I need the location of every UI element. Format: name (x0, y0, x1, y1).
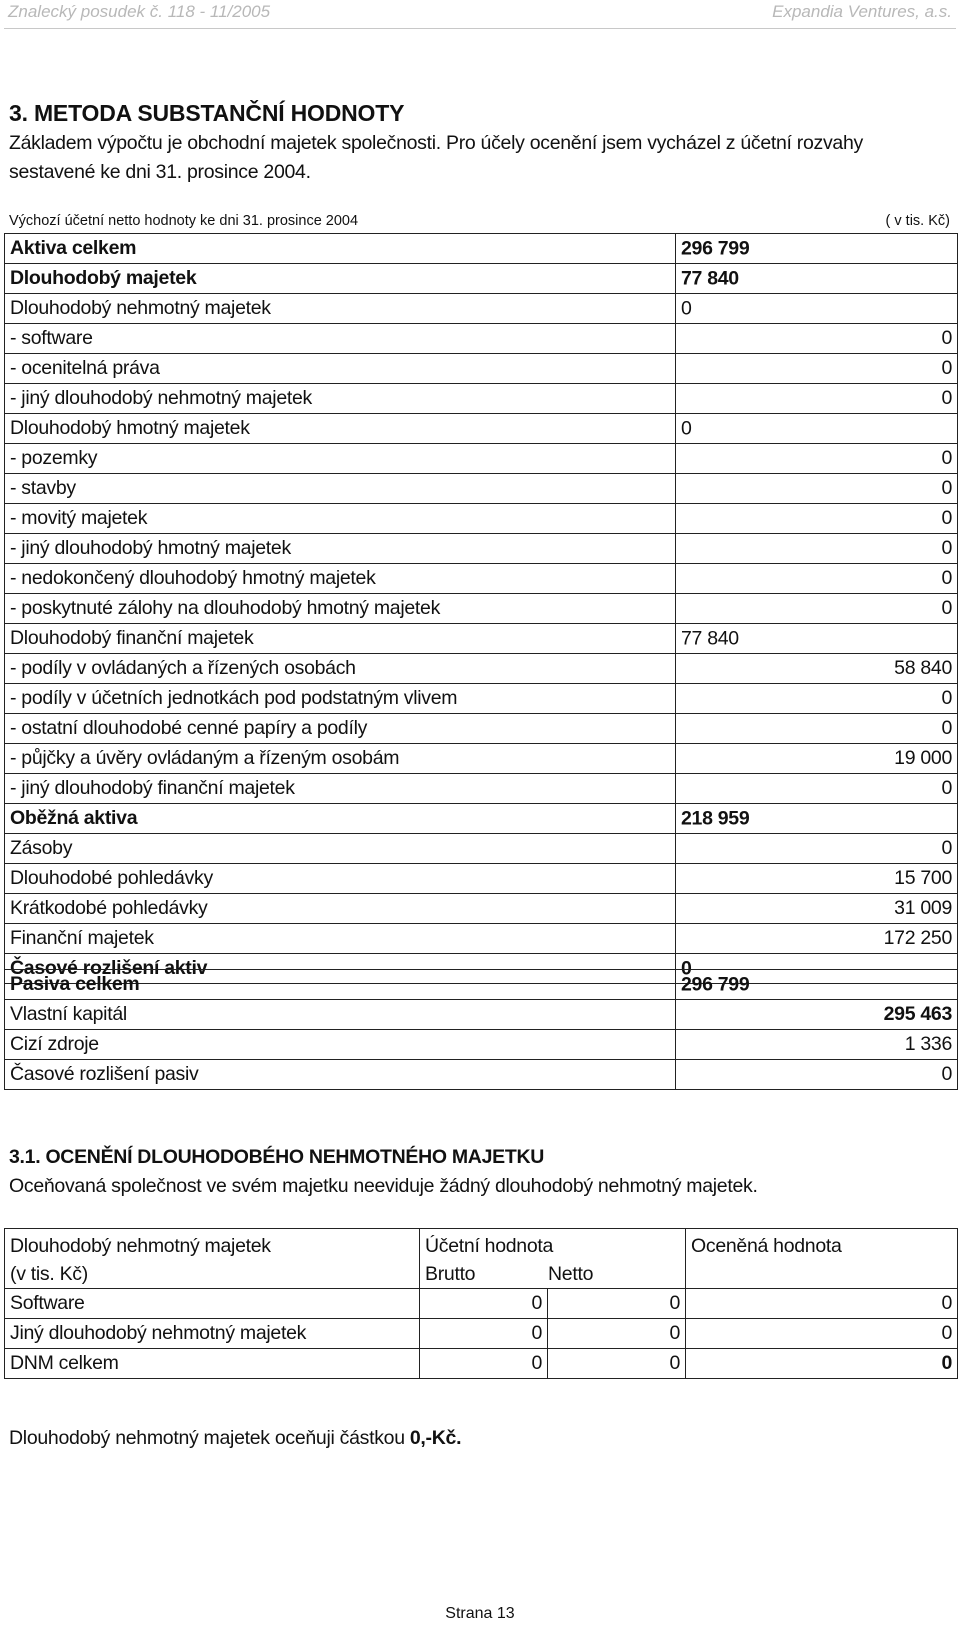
row-value: 295 463 (676, 1000, 958, 1030)
row-label: Krátkodobé pohledávky (5, 894, 676, 924)
table-row (5, 714, 958, 744)
row-label: Oběžná aktiva (5, 804, 676, 834)
row-brutto: 0 (420, 1349, 548, 1379)
intro-line-1: Základem výpočtu je obchodní majetek společnosti. Pro účely ocenění jsem vycházel z účetní rozvahy (9, 132, 863, 154)
row-label: Software (5, 1289, 420, 1319)
row-value (676, 624, 958, 654)
table-row (5, 384, 958, 414)
row-value (676, 970, 958, 1000)
row-subtotal-value: 218 959 (681, 807, 750, 829)
table-row (5, 504, 958, 534)
table-row (5, 534, 958, 564)
row-value: 0 (676, 534, 958, 564)
table-row (5, 414, 958, 444)
row-label: - ostatní dlouhodobé cenné papíry a podíly (5, 714, 676, 744)
row-label: - nedokončený dlouhodobý hmotný majetek (5, 564, 676, 594)
row-value: 0 (676, 354, 958, 384)
intangible-assets-table (4, 1228, 958, 1379)
row-value: 31 009 (676, 894, 958, 924)
row-value: 0 (676, 714, 958, 744)
header-netto: Netto (548, 1263, 594, 1285)
assets-table (4, 233, 958, 984)
conclusion-text: Dlouhodobý nehmotný majetek oceňuji částkou (9, 1427, 410, 1449)
table-row (5, 444, 958, 474)
row-value: 0 (676, 774, 958, 804)
header-book-value (420, 1229, 686, 1289)
row-netto: 0 (548, 1319, 686, 1349)
row-subtotal-value: 0 (681, 297, 692, 319)
row-value: 15 700 (676, 864, 958, 894)
row-subtotal-value: 77 840 (681, 627, 739, 649)
conclusion (9, 1427, 950, 1450)
header-asset-units: (v tis. Kč) (10, 1263, 88, 1285)
table-caption: Výchozí účetní netto hodnoty ke dni 31. prosince 2004 (9, 213, 359, 229)
row-label: Dlouhodobý hmotný majetek (5, 414, 676, 444)
row-subtotal-value: 296 799 (681, 237, 750, 259)
subsection-title: 3.1. OCENĚNÍ DLOUHODOBÉHO NEHMOTNÉHO MAJETKU (9, 1146, 545, 1168)
row-label: - půjčky a úvěry ovládaným a řízeným osobám (5, 744, 676, 774)
row-brutto: 0 (420, 1289, 548, 1319)
row-label: DNM celkem (5, 1349, 420, 1379)
table-row (5, 474, 958, 504)
table-row (5, 234, 958, 264)
row-brutto: 0 (420, 1319, 548, 1349)
row-value (676, 414, 958, 444)
table-row (5, 264, 958, 294)
row-label: - software (5, 324, 676, 354)
row-value: 58 840 (676, 654, 958, 684)
row-value: 0 (686, 1319, 958, 1349)
row-netto: 0 (548, 1349, 686, 1379)
row-value: 0 (676, 504, 958, 534)
table-row (5, 654, 958, 684)
row-label: - poskytnuté zálohy na dlouhodobý hmotný majetek (5, 594, 676, 624)
row-label: Časové rozlišení aktiv (5, 954, 676, 984)
row-label: - ocenitelná práva (5, 354, 676, 384)
table-row (5, 1030, 958, 1060)
row-value: 1 336 (676, 1030, 958, 1060)
row-value: 0 (676, 324, 958, 354)
table-row (5, 684, 958, 714)
row-subtotal-value: 296 799 (681, 973, 750, 995)
table-row (5, 594, 958, 624)
row-subtotal-value: 77 840 (681, 267, 739, 289)
table-row (5, 1319, 958, 1349)
row-value: 0 (676, 684, 958, 714)
units-label: ( v tis. Kč) (885, 213, 950, 229)
table-row (5, 624, 958, 654)
header-valued: Oceněná hodnota (686, 1229, 958, 1289)
row-label: - jiný dlouhodobý nehmotný majetek (5, 384, 676, 414)
table-row (5, 774, 958, 804)
row-label: - movitý majetek (5, 504, 676, 534)
row-value: 0 (676, 1060, 958, 1090)
row-value: 19 000 (676, 744, 958, 774)
header-brutto: Brutto (425, 1263, 476, 1285)
row-label: Aktiva celkem (5, 234, 676, 264)
header-rule (4, 28, 956, 29)
table-row (5, 1000, 958, 1030)
row-value: 0 (676, 474, 958, 504)
row-label: - podíly v účetních jednotkách pod podstatným vlivem (5, 684, 676, 714)
row-value: 0 (686, 1349, 958, 1379)
row-value: 0 (676, 444, 958, 474)
table-row (5, 924, 958, 954)
table-row (5, 970, 958, 1000)
row-subtotal-value: 0 (681, 957, 692, 979)
table-row (5, 354, 958, 384)
header-asset-label: Dlouhodobý nehmotný majetek (10, 1235, 271, 1257)
row-label: Pasiva celkem (5, 970, 676, 1000)
table-row (5, 294, 958, 324)
conclusion-value: 0,-Kč. (409, 1427, 462, 1449)
table-row (5, 894, 958, 924)
table-row (5, 564, 958, 594)
section-title: 3. METODA SUBSTANČNÍ HODNOTY (9, 100, 405, 126)
row-label: - jiný dlouhodobý finanční majetek (5, 774, 676, 804)
document-header-right: Expandia Ventures, a.s. (772, 2, 952, 21)
table-row-total (5, 1349, 958, 1379)
row-label: Cizí zdroje (5, 1030, 676, 1060)
document-header-left: Znalecký posudek č. 118 - 11/2005 (8, 2, 271, 21)
row-label: - stavby (5, 474, 676, 504)
liabilities-table (4, 969, 958, 1090)
header-book-value-label: Účetní hodnota (425, 1235, 554, 1257)
row-subtotal-value: 0 (681, 417, 692, 439)
row-label: Dlouhodobé pohledávky (5, 864, 676, 894)
row-label: Dlouhodobý majetek (5, 264, 676, 294)
row-label: Dlouhodobý nehmotný majetek (5, 294, 676, 324)
row-label: Jiný dlouhodobý nehmotný majetek (5, 1319, 420, 1349)
row-label: Zásoby (5, 834, 676, 864)
table-row (5, 1060, 958, 1090)
row-label: - jiný dlouhodobý hmotný majetek (5, 534, 676, 564)
table-row (5, 1289, 958, 1319)
table-row (5, 834, 958, 864)
table-header-row (5, 1229, 958, 1289)
row-value (676, 804, 958, 834)
row-value (676, 294, 958, 324)
row-label: Finanční majetek (5, 924, 676, 954)
row-label: - pozemky (5, 444, 676, 474)
page-number: Strana 13 (445, 1605, 515, 1622)
intro-line-2: sestavené ke dni 31. prosince 2004. (9, 161, 311, 183)
table-row (5, 864, 958, 894)
row-netto: 0 (548, 1289, 686, 1319)
subsection-text: Oceňovaná společnost ve svém majetku neeviduje žádný dlouhodobý nehmotný majetek. (9, 1175, 758, 1197)
row-value: 0 (686, 1289, 958, 1319)
row-label: Vlastní kapitál (5, 1000, 676, 1030)
row-value: 0 (676, 384, 958, 414)
header-brutto-netto (425, 1260, 680, 1288)
table-row (5, 804, 958, 834)
row-value (676, 264, 958, 294)
row-value: 0 (676, 834, 958, 864)
table-row (5, 744, 958, 774)
row-value: 0 (676, 594, 958, 624)
row-value (676, 234, 958, 264)
row-value: 172 250 (676, 924, 958, 954)
header-asset (5, 1229, 420, 1289)
row-value: 0 (676, 564, 958, 594)
table-row (5, 324, 958, 354)
row-label: Časové rozlišení pasiv (5, 1060, 676, 1090)
row-label: Dlouhodobý finanční majetek (5, 624, 676, 654)
row-label: - podíly v ovládaných a řízených osobách (5, 654, 676, 684)
